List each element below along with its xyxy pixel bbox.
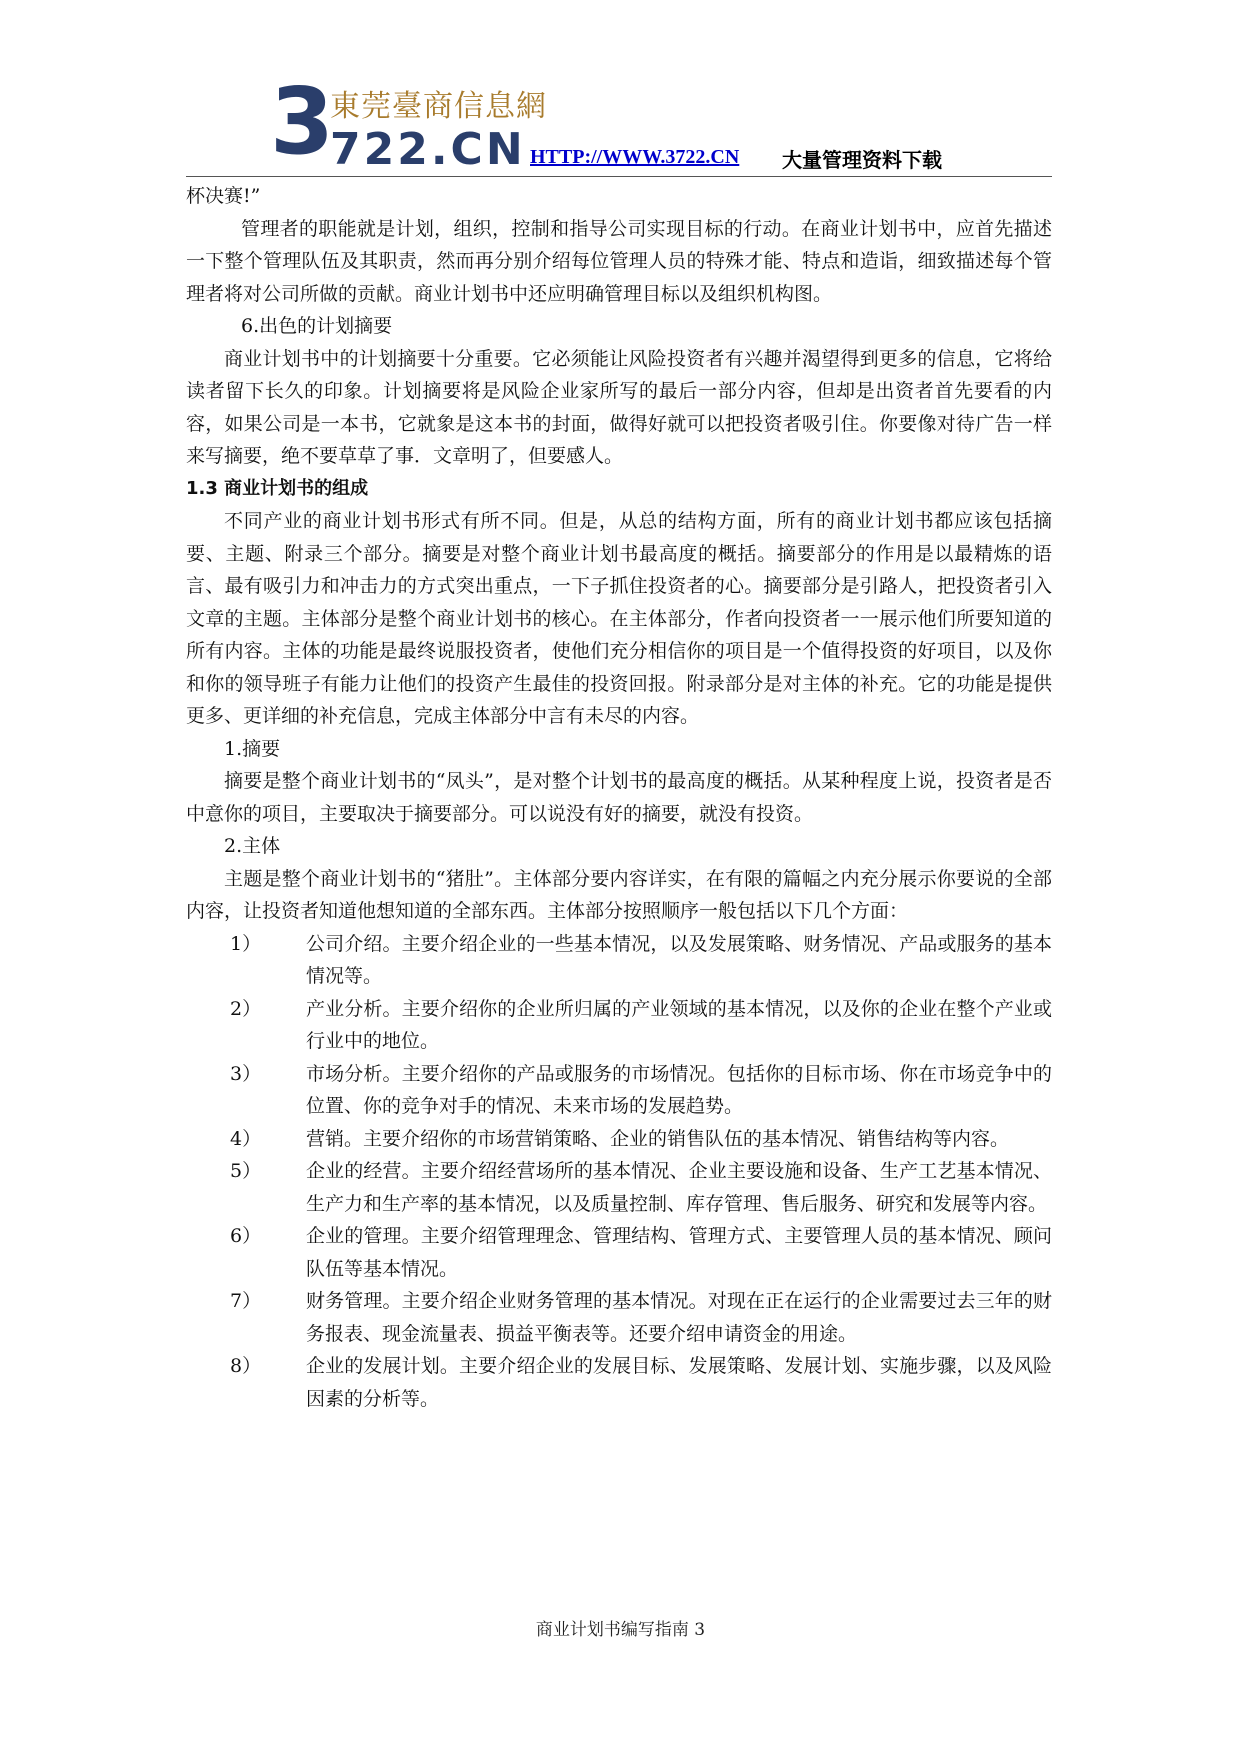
list-item-text: 营销。主要介绍你的市场营销策略、企业的销售队伍的基本情况、销售结构等内容。 (306, 1127, 1010, 1150)
document-body (186, 180, 1052, 1415)
list-item (186, 1220, 1052, 1285)
list-item-text: 企业的经营。主要介绍经营场所的基本情况、企业主要设施和设备、生产工艺基本情况、生产力和生产率的基本情况，以及质量控制、库存管理、售后服务、研究和发展等内容。 (306, 1160, 1052, 1215)
list-item-number: 6） (230, 1225, 262, 1247)
list-item (186, 1155, 1052, 1220)
header-divider (186, 176, 1052, 177)
page-footer: 商业计划书编写指南 3 (535, 1620, 706, 1640)
list-item-number: 3） (230, 1062, 262, 1085)
list-item-number: 1） (230, 932, 262, 955)
list-item (186, 1350, 1052, 1415)
paragraph-summary-detail: 摘要是整个商业计划书的“凤头”，是对整个计划书的最高度的概括。从某种程度上说，投资者是否中意你的项目，主要取决于摘要部分。可以说没有好的摘要，就没有投资。 (186, 770, 1052, 825)
paragraph-continuation: 杯决赛!” (186, 185, 261, 207)
subsection-title-main-body: 2.主体 (224, 835, 281, 857)
list-item-text: 企业的发展计划。主要介绍企业的发展目标、发展策略、发展计划、实施步骤，以及风险因素的分析等。 (306, 1355, 1052, 1410)
list-item (186, 1285, 1052, 1350)
list-item-text: 企业的管理。主要介绍管理理念、管理结构、管理方式、主要管理人员的基本情况、顾问队伍等基本情况。 (306, 1225, 1052, 1280)
list-item-text: 公司介绍。主要介绍企业的一些基本情况，以及发展策略、财务情况、产品或服务的基本情况等。 (306, 932, 1052, 987)
list-item-number: 8） (230, 1355, 262, 1377)
logo-domain: 722.CN (330, 124, 526, 175)
logo-digit: 3 (270, 68, 333, 175)
page-header (186, 68, 1052, 178)
list-item (186, 1123, 1052, 1156)
website-link[interactable]: HTTP://WWW.3722.CN (530, 146, 740, 168)
main-body-list (186, 928, 1052, 1416)
header-tagline: 大量管理资料下载 (782, 148, 942, 172)
item-title-plan-summary: 6.出色的计划摘要 (241, 315, 393, 337)
subsection-title-summary: 1.摘要 (224, 737, 281, 760)
list-item (186, 993, 1052, 1058)
section-heading: 1.3 商业计划书的组成 (186, 477, 369, 499)
list-item (186, 928, 1052, 993)
list-item-text: 市场分析。主要介绍你的产品或服务的市场情况。包括你的目标市场、你在市场竞争中的位置、你的竞争对手的情况、未来市场的发展趋势。 (306, 1062, 1052, 1117)
list-item (186, 1058, 1052, 1123)
paragraph-management: 管理者的职能就是计划，组织，控制和指导公司实现目标的行动。在商业计划书中，应首先描述一下整个管理队伍及其职责，然而再分别介绍每位管理人员的特殊才能、特点和造诣，细致描述每个管理者将对公司所做的贡献。商业计划书中还应明确管理目标以及组织机构图。 (186, 217, 1052, 305)
list-item-number: 7） (230, 1290, 262, 1312)
paragraph-summary: 商业计划书中的计划摘要十分重要。它必须能让风险投资者有兴趣并渴望得到更多的信息，它将给读者留下长久的印象。计划摘要将是风险企业家所写的最后一部分内容，但却是出资者首先要看的内容，如果公司是一本书，它就象是这本书的封面，做得好就可以把投资者吸引住。你要像对待广告一样来写摘要，绝不要草草了事．文章明了，但要感人。 (186, 347, 1052, 467)
list-item-number: 5） (230, 1160, 262, 1182)
list-item-number: 2） (230, 997, 262, 1020)
paragraph-main-body: 主题是整个商业计划书的“猪肚”。主体部分要内容详实，在有限的篇幅之内充分展示你要说的全部内容，让投资者知道他想知道的全部东西。主体部分按照顺序一般包括以下几个方面： (186, 867, 1052, 922)
paragraph-composition: 不同产业的商业计划书形式有所不同。但是，从总的结构方面，所有的商业计划书都应该包括摘要、主题、附录三个部分。摘要是对整个商业计划书最高度的概括。摘要部分的作用是以最精炼的语言、最有吸引力和冲击力的方式突出重点，一下子抓住投资者的心。摘要部分是引路人，把投资者引入文章的主题。主体部分是整个商业计划书的核心。在主体部分，作者向投资者一一展示他们所要知道的所有内容。主体的功能是最终说服投资者，使他们充分相信你的项目是一个值得投资的好项目，以及你和你的领导班子有能力让他们的投资产生最佳的投资回报。附录部分是对主体的补充。它的功能是提供更多、更详细的补充信息，完成主体部分中言有未尽的内容。 (186, 510, 1052, 727)
logo-chinese-name: 東莞臺商信息網 (330, 89, 547, 124)
list-item-text: 财务管理。主要介绍企业财务管理的基本情况。对现在正在运行的企业需要过去三年的财务报表、现金流量表、损益平衡表等。还要介绍申请资金的用途。 (306, 1290, 1052, 1345)
list-item-number: 4） (230, 1127, 262, 1150)
list-item-text: 产业分析。主要介绍你的企业所归属的产业领域的基本情况，以及你的企业在整个产业或行业中的地位。 (306, 997, 1052, 1052)
